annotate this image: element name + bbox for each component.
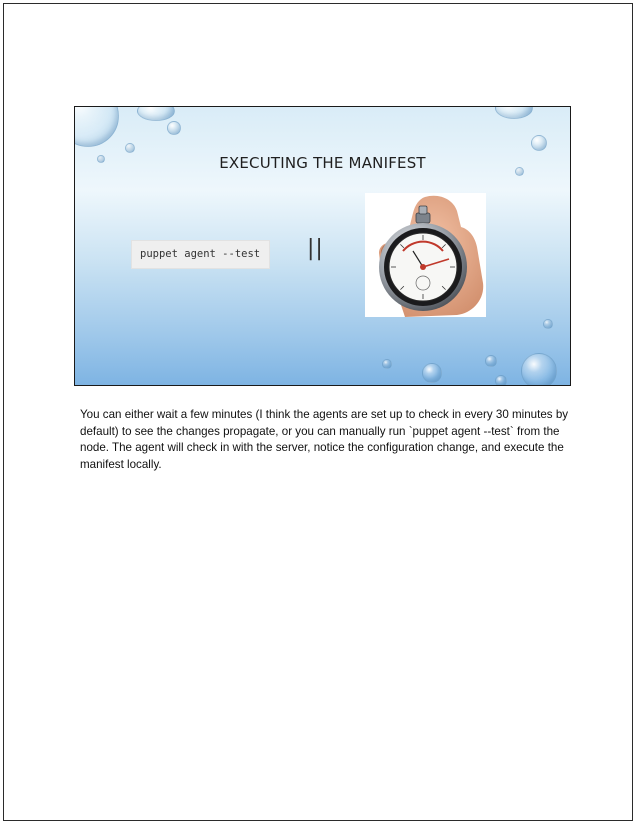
water-drop-icon [485, 355, 497, 367]
water-drop-icon [74, 106, 119, 147]
stopwatch-in-hand-photo [365, 193, 486, 317]
water-drop-icon [495, 106, 533, 119]
water-drop-icon [422, 363, 442, 383]
slide [74, 106, 571, 386]
command-code-box: puppet agent --test [131, 240, 270, 269]
pipe-separator: || [307, 236, 324, 261]
water-drop-icon [382, 359, 392, 369]
water-drop-icon [543, 319, 553, 329]
water-drop-icon [167, 121, 181, 135]
water-drop-icon [137, 106, 175, 121]
water-drop-icon [495, 375, 507, 386]
page-frame [3, 3, 633, 821]
water-drop-icon [531, 135, 547, 151]
water-drop-icon [521, 353, 557, 386]
slide-title: EXECUTING THE MANIFEST [219, 154, 426, 172]
speaker-notes: You can either wait a few minutes (I think the agents are set up to check in every 30 minutes by default) to see the changes propagate, or you can manually run `puppet agent --test` from the node. The agent will check in with the server, notice the configuration change, and execute the manifest locally. [80, 408, 569, 471]
stopwatch-icon [365, 193, 486, 317]
water-drop-icon [125, 143, 135, 153]
